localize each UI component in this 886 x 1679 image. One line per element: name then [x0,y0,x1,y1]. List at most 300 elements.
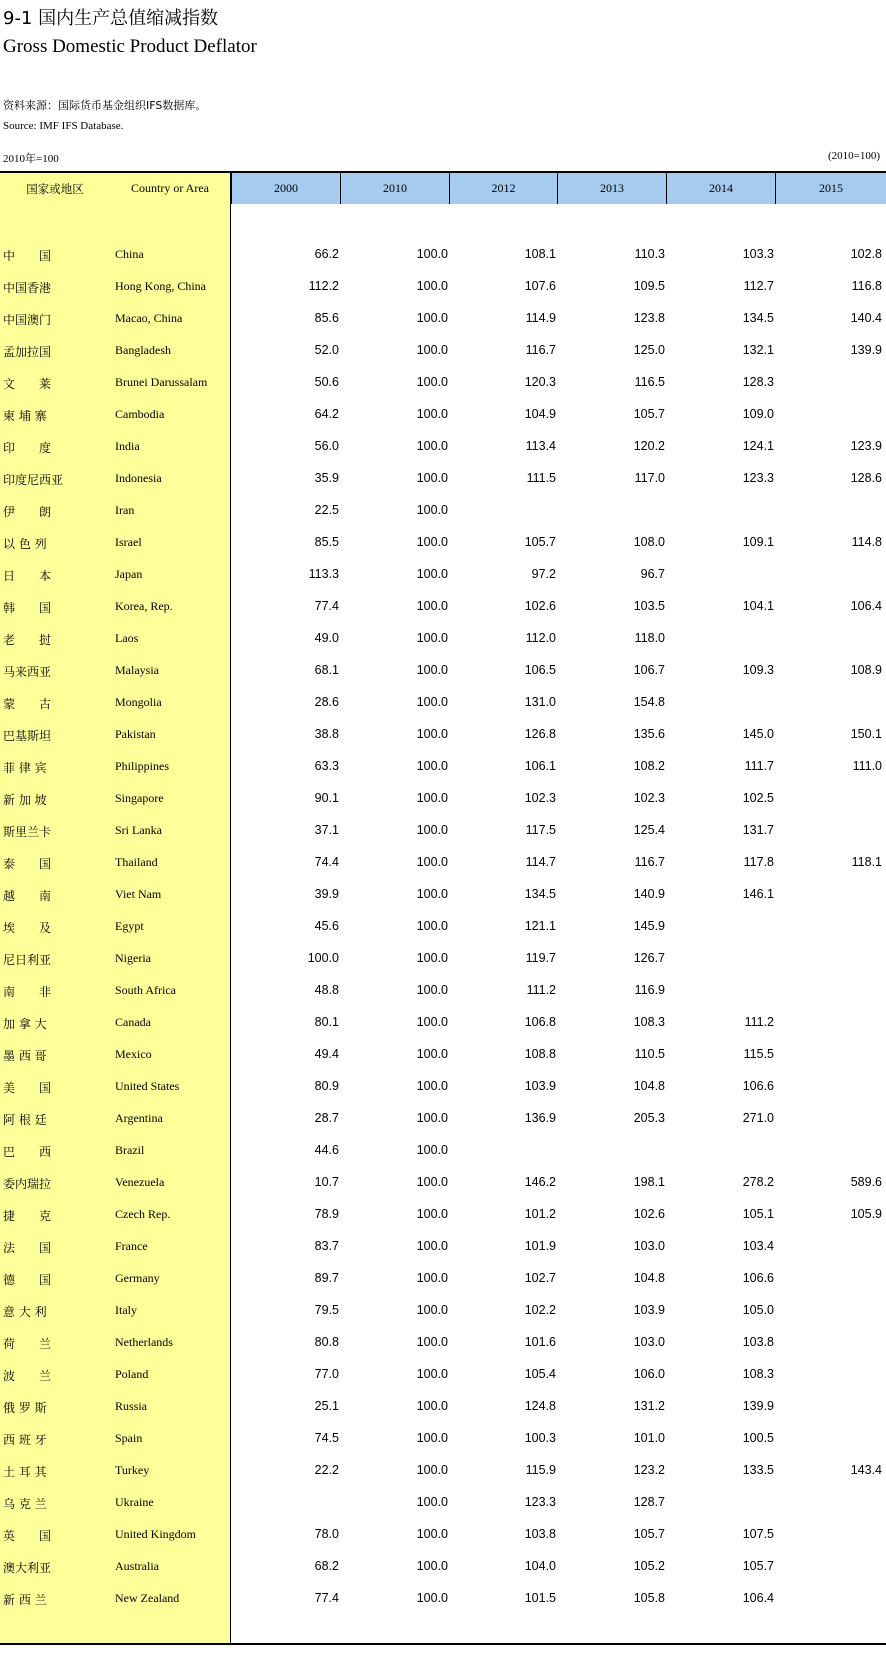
value-cell-2014: 271.0 [742,1111,774,1125]
table-header [0,171,886,204]
country-name-en: Canada [115,1015,151,1029]
value-cell-2010: 100.0 [416,311,448,325]
value-cell-2012: 113.4 [525,439,556,453]
value-cell-2010: 100.0 [416,279,448,293]
header-country-cn: 国家或地区 [0,173,110,204]
country-name-en: Turkey [115,1463,150,1477]
country-name-en: New Zealand [115,1591,180,1605]
value-cell-2012: 101.2 [524,1207,556,1221]
value-cell-2014: 124.1 [742,439,774,453]
country-name-cn: 柬 埔 寨 [3,409,47,423]
value-cell-2000: 68.2 [314,1559,339,1573]
value-cell-2010: 100.0 [416,439,448,453]
value-cell-2010: 100.0 [416,1271,448,1285]
value-cell-2010: 100.0 [416,631,448,645]
value-cell-2013: 140.9 [633,887,665,901]
value-cell-2013: 126.7 [633,951,665,965]
value-cell-2014: 106.6 [742,1079,774,1093]
value-cell-2013: 198.1 [633,1175,665,1189]
country-name-cn: 印 度 [3,441,52,455]
country-name-en: Russia [115,1399,148,1413]
country-name-en: Brazil [115,1143,145,1157]
country-name-cn: 西 班 牙 [3,1433,47,1447]
country-name-cn: 伊 朗 [3,505,52,519]
value-cell-2010: 100.0 [416,503,448,517]
country-name-cn: 美 国 [3,1081,52,1095]
country-name-en: Pakistan [115,727,156,741]
value-cell-2012: 115.9 [525,1463,556,1477]
value-cell-2010: 100.0 [416,1399,448,1413]
country-name-en: Thailand [115,855,158,869]
value-cell-2010: 100.0 [416,407,448,421]
table-row [0,1231,886,1263]
value-cell-2012: 119.7 [525,951,556,965]
value-cell-2000: 68.1 [314,663,339,677]
value-cell-2012: 116.7 [525,343,556,357]
value-cell-2014: 108.3 [742,1367,774,1381]
country-name-en: Egypt [115,919,144,933]
value-cell-2013: 131.2 [633,1399,665,1413]
value-cell-2012: 131.0 [524,695,556,709]
country-name-en: Hong Kong, China [115,279,206,293]
country-name-en: Germany [115,1271,160,1285]
value-cell-2010: 100.0 [416,1463,448,1477]
country-name-cn: 斯里兰卡 [3,825,52,839]
value-cell-2000: 28.7 [314,1111,339,1125]
value-cell-2000: 89.7 [314,1271,339,1285]
country-name-en: Mongolia [115,695,162,709]
table-row [0,1071,886,1103]
value-cell-2012: 120.3 [524,375,556,389]
value-cell-2013: 123.2 [633,1463,665,1477]
value-cell-2014: 112.7 [743,279,774,293]
table-row [0,879,886,911]
value-cell-2013: 109.5 [633,279,665,293]
value-cell-2013: 105.7 [633,1527,665,1541]
header-country-en: Country or Area [110,173,231,204]
value-cell-2013: 106.0 [633,1367,665,1381]
table-row [0,431,886,463]
value-cell-2010: 100.0 [416,599,448,613]
value-cell-2000: 77.0 [314,1367,339,1381]
country-name-en: Cambodia [115,407,165,421]
value-cell-2010: 100.0 [416,1079,448,1093]
value-cell-2000: 38.8 [314,727,339,741]
country-name-en: Bangladesh [115,343,171,357]
title-en: Gross Domestic Product Deflator [3,36,257,57]
country-name-en: India [115,439,140,453]
value-cell-2012: 106.1 [524,759,556,773]
value-cell-2010: 100.0 [416,1047,448,1061]
value-cell-2012: 102.6 [524,599,556,613]
table-row [0,1551,886,1583]
country-name-cn: 新 加 坡 [3,793,47,807]
value-cell-2014: 132.1 [742,343,774,357]
value-cell-2012: 124.8 [524,1399,556,1413]
country-name-en: Czech Rep. [115,1207,171,1221]
value-cell-2012: 111.5 [526,471,556,485]
value-cell-2010: 100.0 [416,375,448,389]
value-cell-2010: 100.0 [416,1527,448,1541]
country-name-en: Argentina [115,1111,163,1125]
value-cell-2012: 102.2 [524,1303,556,1317]
table-row [0,655,886,687]
value-cell-2013: 120.2 [633,439,665,453]
table-row [0,591,886,623]
value-cell-2015: 102.8 [850,247,882,261]
country-name-en: Laos [115,631,139,645]
value-cell-2000: 66.2 [314,247,339,261]
value-cell-2000: 90.1 [314,791,339,805]
value-cell-2010: 100.0 [416,1591,448,1605]
value-cell-2000: 37.1 [314,823,339,837]
country-name-en: Australia [115,1559,159,1573]
value-cell-2015: 140.4 [850,311,882,325]
value-cell-2012: 111.2 [526,983,556,997]
source-en: Source: IMF IFS Database. [3,120,124,132]
table-row [0,687,886,719]
header-year-2012: 2012 [449,173,557,204]
value-cell-2015: 111.0 [852,759,882,773]
country-name-cn: 法 国 [3,1241,52,1255]
value-cell-2000: 49.4 [314,1047,339,1061]
value-cell-2015: 128.6 [850,471,882,485]
country-name-en: Iran [115,503,135,517]
value-cell-2010: 100.0 [416,887,448,901]
table-row [0,303,886,335]
value-cell-2000: 52.0 [314,343,339,357]
value-cell-2000: 63.3 [314,759,339,773]
value-cell-2012: 108.8 [524,1047,556,1061]
value-cell-2014: 103.8 [742,1335,774,1349]
value-cell-2012: 112.0 [525,631,556,645]
value-cell-2015: 123.9 [850,439,882,453]
country-name-cn: 菲 律 宾 [3,761,47,775]
value-cell-2000: 50.6 [314,375,339,389]
value-cell-2014: 145.0 [742,727,774,741]
table-row [0,1199,886,1231]
table-row [0,1327,886,1359]
country-name-en: Philippines [115,759,170,773]
country-name-cn: 委内瑞拉 [3,1177,52,1191]
country-name-cn: 以 色 列 [3,537,47,551]
value-cell-2013: 104.8 [633,1271,665,1285]
value-cell-2015: 116.8 [851,279,882,293]
value-cell-2013: 125.0 [633,343,665,357]
country-name-cn: 新 西 兰 [3,1593,47,1607]
value-cell-2014: 107.5 [742,1527,774,1541]
country-name-en: United Kingdom [115,1527,196,1541]
table-row [0,527,886,559]
value-cell-2015: 106.4 [850,599,882,613]
value-cell-2000: 77.4 [314,599,339,613]
country-name-cn: 俄 罗 斯 [3,1401,47,1415]
value-cell-2014: 111.2 [744,1015,774,1029]
country-name-cn: 文 莱 [3,377,52,391]
value-cell-2012: 101.6 [524,1335,556,1349]
value-cell-2012: 105.7 [524,535,556,549]
value-cell-2014: 105.1 [742,1207,774,1221]
country-name-cn: 意 大 利 [3,1305,47,1319]
value-cell-2013: 205.3 [633,1111,665,1125]
country-name-en: China [115,247,144,261]
value-cell-2010: 100.0 [416,1175,448,1189]
country-name-en: United States [115,1079,180,1093]
country-name-en: Macao, China [115,311,183,325]
country-name-cn: 荷 兰 [3,1337,52,1351]
value-cell-2013: 105.2 [633,1559,665,1573]
country-name-cn: 韩 国 [3,601,52,615]
country-name-en: Japan [115,567,143,581]
country-name-cn: 尼日利亚 [3,953,52,967]
value-cell-2010: 100.0 [416,1367,448,1381]
value-cell-2013: 102.3 [633,791,665,805]
value-cell-2010: 100.0 [416,663,448,677]
value-cell-2014: 131.7 [742,823,774,837]
country-name-cn: 墨 西 哥 [3,1049,47,1063]
country-name-en: Ukraine [115,1495,154,1509]
value-cell-2013: 116.7 [634,855,665,869]
value-cell-2012: 107.6 [524,279,556,293]
value-cell-2010: 100.0 [416,1111,448,1125]
value-cell-2012: 121.1 [524,919,556,933]
value-cell-2010: 100.0 [416,983,448,997]
value-cell-2012: 105.4 [524,1367,556,1381]
value-cell-2000: 80.9 [314,1079,339,1093]
value-cell-2013: 108.2 [633,759,665,773]
value-cell-2010: 100.0 [416,471,448,485]
value-cell-2012: 101.9 [524,1239,556,1253]
value-cell-2012: 101.5 [524,1591,556,1605]
country-name-cn: 巴基斯坦 [3,729,52,743]
unit-note-left: 2010年=100 [3,153,59,165]
country-name-cn: 中国香港 [3,281,52,295]
value-cell-2010: 100.0 [416,823,448,837]
value-cell-2000: 80.8 [314,1335,339,1349]
value-cell-2013: 103.0 [633,1335,665,1349]
value-cell-2010: 100.0 [416,1559,448,1573]
table-row [0,559,886,591]
value-cell-2013: 128.7 [633,1495,665,1509]
value-cell-2013: 106.7 [633,663,665,677]
country-name-en: Sri Lanka [115,823,162,837]
value-cell-2014: 103.3 [742,247,774,261]
value-cell-2000: 85.5 [314,535,339,549]
table-row [0,815,886,847]
country-name-en: Korea, Rep. [115,599,173,613]
country-name-cn: 阿 根 廷 [3,1113,47,1127]
value-cell-2012: 126.8 [524,727,556,741]
value-cell-2013: 116.5 [634,375,665,389]
value-cell-2012: 114.9 [525,311,556,325]
table-row [0,623,886,655]
country-name-cn: 泰 国 [3,857,52,871]
country-name-cn: 马来西亚 [3,665,52,679]
value-cell-2013: 101.0 [633,1431,665,1445]
value-cell-2010: 100.0 [416,1495,448,1509]
value-cell-2010: 100.0 [416,695,448,709]
value-cell-2010: 100.0 [416,343,448,357]
value-cell-2000: 25.1 [314,1399,339,1413]
value-cell-2014: 106.6 [742,1271,774,1285]
value-cell-2014: 109.0 [742,407,774,421]
value-cell-2013: 103.5 [633,599,665,613]
table-row [0,367,886,399]
country-name-cn: 印度尼西亚 [3,473,64,487]
value-cell-2000: 113.3 [308,567,339,581]
table-row [0,1295,886,1327]
country-name-cn: 土 耳 其 [3,1465,47,1479]
header-year-2013: 2013 [557,173,666,204]
country-name-en: Italy [115,1303,137,1317]
country-name-cn: 蒙 古 [3,697,52,711]
table-row [0,1455,886,1487]
value-cell-2015: 143.4 [850,1463,882,1477]
table-row [0,911,886,943]
country-name-cn: 老 挝 [3,633,52,647]
table-row [0,399,886,431]
value-cell-2012: 106.5 [524,663,556,677]
value-cell-2013: 103.0 [633,1239,665,1253]
value-cell-2000: 74.5 [314,1431,339,1445]
table-body [0,204,886,1645]
table-row [0,1391,886,1423]
value-cell-2000: 44.6 [314,1143,339,1157]
value-cell-2012: 114.7 [525,855,556,869]
value-cell-2015: 118.1 [851,855,882,869]
table-row [0,1135,886,1167]
table-row [0,1487,886,1519]
country-name-en: Spain [115,1431,143,1445]
table-row [0,495,886,527]
value-cell-2012: 102.7 [524,1271,556,1285]
value-cell-2000: 85.6 [314,311,339,325]
country-name-cn: 波 兰 [3,1369,52,1383]
country-name-cn: 越 南 [3,889,52,903]
value-cell-2000: 49.0 [314,631,339,645]
table-row [0,1263,886,1295]
value-cell-2000: 45.6 [314,919,339,933]
country-name-en: South Africa [115,983,176,997]
value-cell-2014: 117.8 [743,855,774,869]
country-name-cn: 巴 西 [3,1145,52,1159]
value-cell-2012: 117.5 [525,823,556,837]
value-cell-2014: 109.1 [742,535,774,549]
table-row [0,1007,886,1039]
value-cell-2012: 103.9 [524,1079,556,1093]
value-cell-2012: 136.9 [524,1111,556,1125]
header-year-2014: 2014 [666,173,775,204]
source-cn: 资料来源：国际货币基金组织IFS数据库。 [3,99,207,112]
country-name-cn: 澳大利亚 [3,1561,52,1575]
value-cell-2013: 105.7 [633,407,665,421]
value-cell-2014: 128.3 [742,375,774,389]
country-name-cn: 南 非 [3,985,52,999]
country-name-en: Viet Nam [115,887,162,901]
value-cell-2015: 105.9 [850,1207,882,1221]
value-cell-2013: 125.4 [633,823,665,837]
value-cell-2015: 114.8 [851,535,882,549]
value-cell-2000: 56.0 [314,439,339,453]
value-cell-2013: 118.0 [634,631,665,645]
value-cell-2014: 123.3 [742,471,774,485]
table-row [0,1039,886,1071]
table-row [0,751,886,783]
value-cell-2015: 589.6 [850,1175,882,1189]
value-cell-2010: 100.0 [416,791,448,805]
value-cell-2012: 123.3 [524,1495,556,1509]
value-cell-2012: 103.8 [524,1527,556,1541]
table-row [0,783,886,815]
table-row [0,847,886,879]
value-cell-2000: 10.7 [314,1175,339,1189]
header-year-2000: 2000 [231,173,340,204]
value-cell-2013: 103.9 [633,1303,665,1317]
value-cell-2014: 100.5 [742,1431,774,1445]
value-cell-2015: 108.9 [850,663,882,677]
table-row [0,1359,886,1391]
value-cell-2000: 77.4 [314,1591,339,1605]
value-cell-2000: 112.2 [308,279,339,293]
value-cell-2012: 104.0 [524,1559,556,1573]
value-cell-2012: 100.3 [524,1431,556,1445]
value-cell-2000: 80.1 [314,1015,339,1029]
deflator-table [0,171,886,1645]
country-name-en: Poland [115,1367,149,1381]
country-name-en: Venezuela [115,1175,165,1189]
value-cell-2012: 104.9 [524,407,556,421]
value-cell-2014: 278.2 [742,1175,774,1189]
table-row [0,1103,886,1135]
value-cell-2000: 79.5 [314,1303,339,1317]
value-cell-2014: 139.9 [742,1399,774,1413]
value-cell-2012: 108.1 [524,247,556,261]
value-cell-2010: 100.0 [416,727,448,741]
value-cell-2013: 145.9 [633,919,665,933]
unit-note-right: (2010=100) [827,150,880,162]
table-row [0,975,886,1007]
value-cell-2012: 134.5 [524,887,556,901]
country-name-cn: 英 国 [3,1529,52,1543]
value-cell-2000: 35.9 [314,471,339,485]
value-cell-2000: 48.8 [314,983,339,997]
table-row [0,335,886,367]
value-cell-2010: 100.0 [416,855,448,869]
value-cell-2000: 28.6 [314,695,339,709]
value-cell-2013: 117.0 [634,471,665,485]
value-cell-2013: 123.8 [633,311,665,325]
country-name-cn: 日 本 [3,569,52,583]
country-name-cn: 加 拿 大 [3,1017,47,1031]
country-name-en: Netherlands [115,1335,173,1349]
country-name-en: Singapore [115,791,164,805]
country-name-cn: 埃 及 [3,921,52,935]
value-cell-2000: 22.2 [314,1463,339,1477]
value-cell-2010: 100.0 [416,1335,448,1349]
country-name-en: Nigeria [115,951,151,965]
country-name-en: Mexico [115,1047,152,1061]
value-cell-2014: 106.4 [742,1591,774,1605]
value-cell-2013: 102.6 [633,1207,665,1221]
value-cell-2014: 102.5 [742,791,774,805]
value-cell-2014: 105.7 [742,1559,774,1573]
value-cell-2010: 100.0 [416,1207,448,1221]
value-cell-2014: 103.4 [742,1239,774,1253]
country-name-cn: 捷 克 [3,1209,52,1223]
table-row [0,1423,886,1455]
table-row [0,271,886,303]
value-cell-2010: 100.0 [416,759,448,773]
